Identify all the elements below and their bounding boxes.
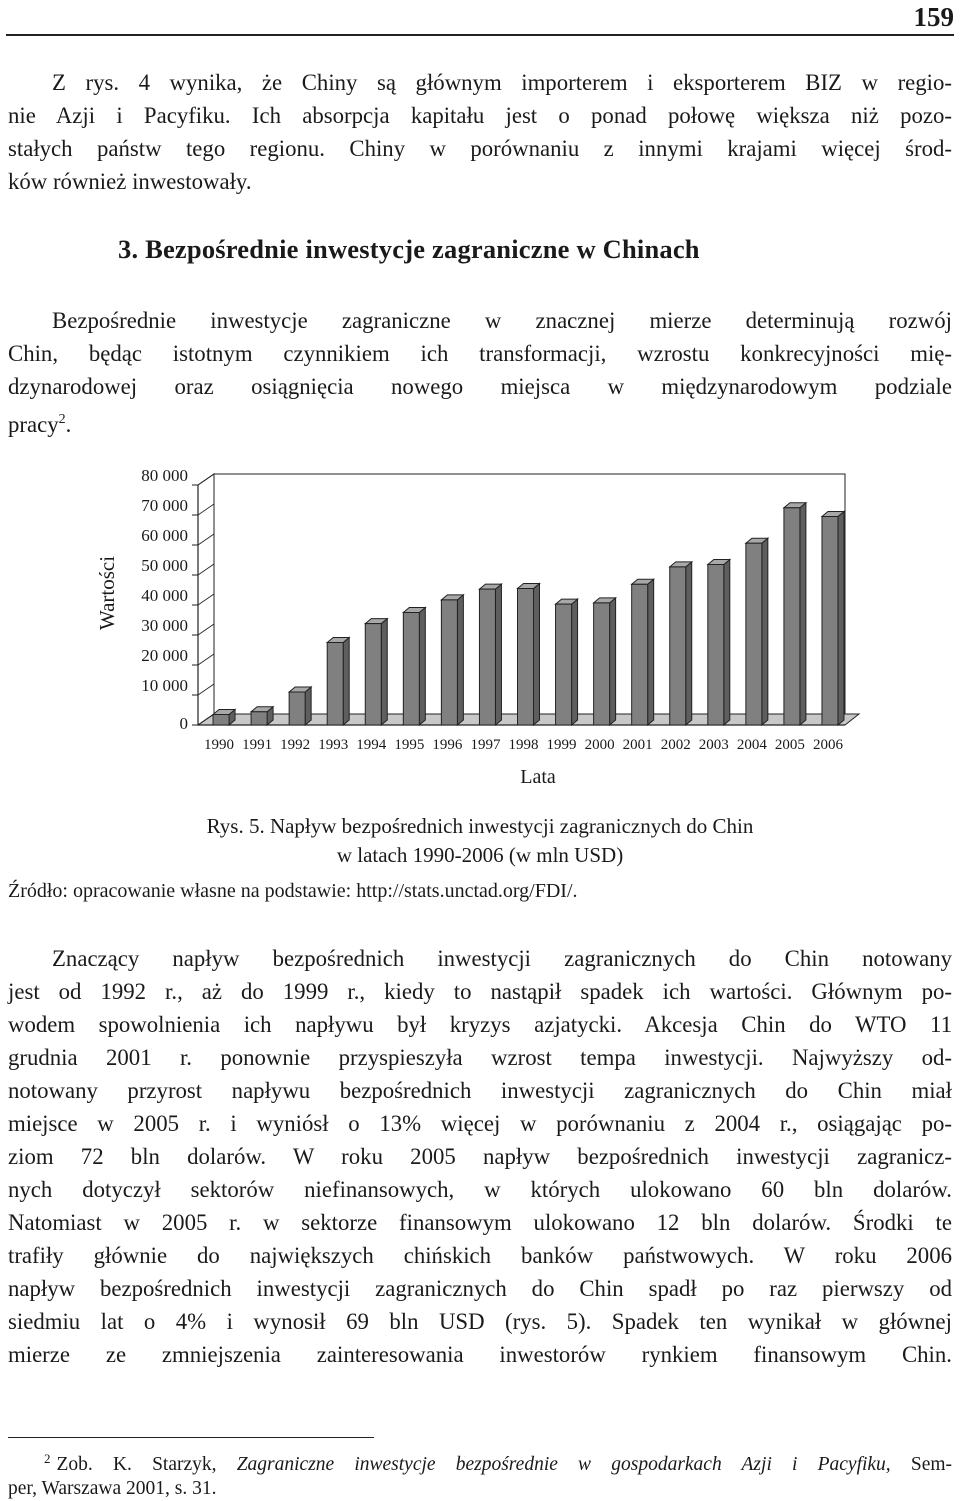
x-tick-label: 2002 [660, 737, 691, 753]
bar-front [518, 589, 534, 726]
bar-front [213, 715, 229, 726]
bar [289, 687, 311, 725]
x-tick-label: 1998 [508, 737, 539, 753]
intro-paragraph [8, 66, 952, 198]
x-tick-label: 1990 [204, 737, 235, 753]
footnote-publisher: Sem- [910, 1454, 953, 1475]
bar-side [419, 608, 425, 726]
bar [518, 584, 540, 726]
bar-front [556, 604, 572, 725]
bar [784, 503, 806, 725]
bar [594, 598, 616, 725]
bar-side [305, 687, 311, 725]
bar [365, 619, 387, 725]
y-axis-label: Wartości [95, 555, 119, 631]
y-tick-label: 70 000 [141, 496, 188, 515]
bar-side [534, 584, 540, 726]
paragraph-line: nie Azji i Pacyfiku. Ich absorpcja kapitału jest o ponad połowę większa niż pozo- [8, 103, 952, 128]
bar [670, 562, 692, 725]
x-tick-label: 2000 [584, 737, 615, 753]
y-tick-label: 40 000 [141, 586, 188, 605]
footnote-line [8, 1447, 952, 1477]
y-tick-label: 10 000 [141, 676, 188, 695]
y-tick-label: 30 000 [141, 616, 188, 635]
paragraph-line: ków również inwestowały. [8, 169, 252, 194]
paragraph-line: jest od 1992 r., aż do 1999 r., kiedy to nastąpił spadek ich wartości. Głównym po- [8, 979, 952, 1004]
bar-side [838, 512, 844, 726]
bar [822, 512, 844, 726]
y-tick-label: 80 000 [141, 466, 188, 485]
bar [441, 595, 463, 725]
footnote-rule [8, 1437, 374, 1438]
paragraph-line: notowany przyrost napływu bezpośrednich inwestycji zagranicznych do Chin miał [8, 1078, 952, 1103]
bar-side [495, 584, 501, 725]
x-tick-label: 2006 [812, 737, 843, 753]
x-tick-label: 1994 [356, 737, 387, 753]
paragraph-line: Znaczący napływ bezpośrednich inwestycji zagranicznych do Chin notowany [52, 946, 952, 971]
paragraph-text: pracy [8, 412, 59, 437]
bar [213, 710, 235, 726]
fdi-bar-chart [0, 460, 960, 800]
section-paragraph [8, 304, 952, 441]
y-tick-label: 20 000 [141, 646, 188, 665]
paragraph-line: trafiły głównie do największych chińskich banków państwowych. W roku 2006 [8, 1243, 952, 1268]
figure-source: Źródło: opracowanie własne na podstawie: http://stats.unctad.org/FDI/. [8, 880, 578, 902]
bar [251, 707, 273, 725]
x-tick-label: 1996 [432, 737, 463, 753]
bar [479, 584, 501, 725]
x-tick-label: 2005 [774, 737, 805, 753]
paragraph-line: nych dotyczył sektorów niefinansowych, w których ulokowano 60 bln dolarów. [8, 1177, 952, 1202]
bar-front [403, 613, 419, 726]
bar-front [365, 624, 381, 725]
y-tick-label: 50 000 [141, 556, 188, 575]
bar-front [479, 589, 495, 725]
y-tick-label: 0 [179, 714, 188, 733]
bar-side [572, 599, 578, 725]
paragraph-line: grudnia 2001 r. ponownie przyspieszyła wzrost tempa inwestycji. Najwyższy od- [8, 1045, 952, 1070]
page-number: 159 [913, 2, 954, 32]
paragraph-line: napływ bezpośrednich inwestycji zagranicznych do Chin spadł po raz pierwszy od [8, 1276, 952, 1301]
paragraph-line: Natomiast w 2005 r. w sektorze finansowym ulokowano 12 bln dolarów. Środki te [8, 1210, 952, 1235]
header-rule [6, 34, 954, 36]
x-axis-label: Lata [520, 766, 556, 788]
paragraph-line: mierze ze zmniejszenia zainteresowania inwestorów rynkiem finansowym Chin. [8, 1342, 952, 1367]
bar [746, 538, 768, 725]
bar-front [251, 712, 267, 725]
paragraph-line: Chin, będąc istotnym czynnikiem ich transformacji, wzrostu konkrecyjności mię- [8, 341, 952, 366]
paragraph-line: miejsce w 2005 r. i wyniósł o 13% więcej w porównaniu z 2004 r., osiągając po- [8, 1111, 952, 1136]
x-tick-label: 2004 [736, 737, 767, 753]
paragraph-text: . [65, 412, 72, 437]
paragraph-line: siedmiu lat o 4% i wynosił 69 bln USD (rys. 5). Spadek ten wynikał w głównej [8, 1309, 952, 1334]
footnote-reference[interactable]: 2 [58, 412, 66, 427]
bar-side [762, 538, 768, 725]
bar-side [800, 503, 806, 725]
paragraph-line: dzynarodowej oraz osiągnięcia nowego miejsca w międzynarodowym podziale [8, 374, 952, 399]
bar-side [610, 598, 616, 725]
bar-front [289, 692, 305, 725]
x-tick-label: 1995 [394, 737, 425, 753]
bar-front [822, 517, 838, 726]
bar-front [746, 543, 762, 725]
bar-side [724, 560, 730, 726]
bar-front [441, 600, 457, 725]
bar-front [670, 567, 686, 725]
footnote [8, 1447, 952, 1501]
footnote-line: per, Warszawa 2001, s. 31. [8, 1478, 217, 1499]
footnote-number: 2 [44, 1451, 51, 1466]
footnote-author: Zob. K. Starzyk, [56, 1454, 217, 1475]
bar-front [327, 643, 343, 726]
bar-front [594, 603, 610, 725]
bar-side [343, 638, 349, 726]
bar [632, 579, 654, 725]
x-tick-label: 1993 [318, 737, 349, 753]
x-tick-label: 1991 [242, 737, 273, 753]
x-tick-label: 2001 [622, 737, 653, 753]
footnote-title: Zagraniczne inwestycje bezpośrednie w gospodarkach Azji i Pacyfiku, [236, 1454, 891, 1475]
bar [403, 608, 425, 726]
analysis-paragraph [8, 942, 952, 1371]
section-title: 3. Bezpośrednie inwestycje zagraniczne w Chinach [118, 234, 700, 264]
bar [556, 599, 578, 725]
x-tick-label: 1997 [470, 737, 501, 753]
figure-caption-line2: w latach 1990-2006 (w mln USD) [336, 843, 624, 867]
bar [327, 638, 349, 726]
paragraph-line: Z rys. 4 wynika, że Chiny są głównym importerem i eksporterem BIZ w regio- [52, 70, 952, 95]
paragraph-line: ziom 72 bln dolarów. W roku 2005 napływ bezpośrednich inwestycji zagranicz- [8, 1144, 952, 1169]
bar-front [632, 584, 648, 725]
bar-side [648, 579, 654, 725]
x-tick-label: 2003 [698, 737, 729, 753]
bar-side [686, 562, 692, 725]
y-tick-label: 60 000 [141, 526, 188, 545]
figure-caption-line1: Rys. 5. Napływ bezpośrednich inwestycji zagranicznych do Chin [206, 814, 754, 838]
bar-side [381, 619, 387, 725]
paragraph-line: Bezpośrednie inwestycje zagraniczne w znacznej mierze determinują rozwój [52, 308, 952, 333]
paragraph-line: stałych państw tego regionu. Chiny w porównaniu z innymi krajami więcej środ- [8, 136, 952, 161]
bar-front [708, 565, 724, 726]
bar [708, 560, 730, 726]
paragraph-line: wodem spowolnienia ich napływu był kryzys azjatycki. Akcesja Chin do WTO 11 [8, 1012, 952, 1037]
x-tick-label: 1992 [280, 737, 311, 753]
x-tick-label: 1999 [546, 737, 577, 753]
bar-front [784, 508, 800, 725]
paragraph-line-last [8, 403, 952, 441]
bar-side [457, 595, 463, 725]
